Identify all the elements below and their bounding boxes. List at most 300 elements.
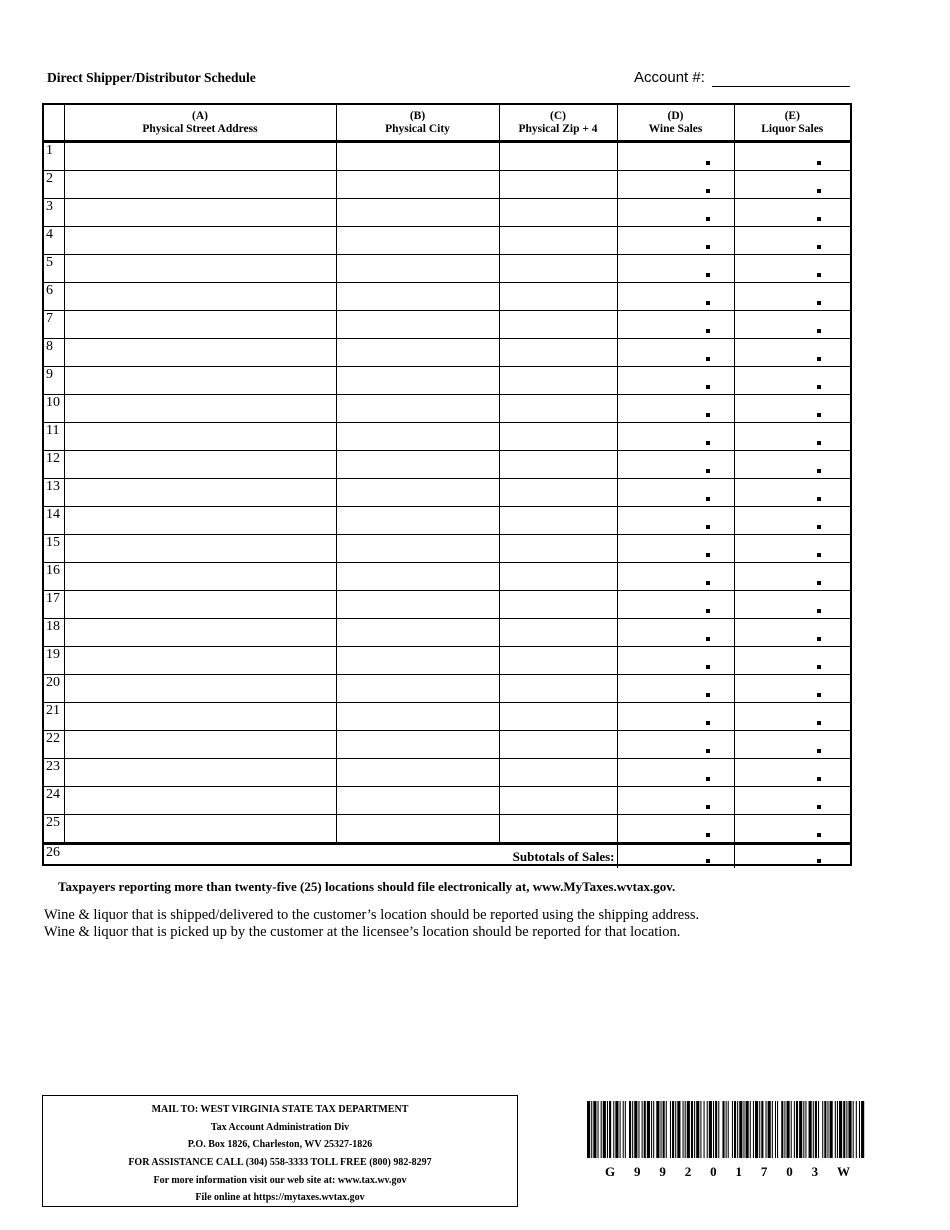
liquor-sales-cell[interactable] bbox=[734, 731, 850, 759]
table-row bbox=[44, 283, 850, 311]
row-number: 25 bbox=[44, 815, 64, 844]
table-row bbox=[44, 591, 850, 619]
decimal-point-marker bbox=[817, 833, 821, 837]
division-line: Tax Account Administration Div bbox=[210, 1121, 350, 1133]
table-row bbox=[44, 142, 850, 171]
table-row bbox=[44, 787, 850, 815]
barcode-character: 1 bbox=[735, 1164, 742, 1179]
decimal-point-marker bbox=[817, 525, 821, 529]
barcode-bar bbox=[739, 1101, 742, 1158]
barcode-bar bbox=[718, 1101, 719, 1158]
barcode-bar bbox=[613, 1101, 614, 1158]
wine-sales-cell[interactable] bbox=[617, 171, 734, 199]
decimal-point-marker bbox=[817, 301, 821, 305]
subtotal-row bbox=[44, 844, 850, 869]
wine-sales-cell[interactable] bbox=[617, 367, 734, 395]
zip-cell[interactable] bbox=[499, 759, 617, 787]
barcode-bar bbox=[603, 1101, 606, 1158]
liquor-sales-cell[interactable] bbox=[734, 367, 850, 395]
wine-sales-cell[interactable] bbox=[617, 423, 734, 451]
barcode-bar bbox=[787, 1101, 790, 1158]
barcode-bar bbox=[859, 1101, 860, 1158]
decimal-point-marker bbox=[817, 469, 821, 473]
assistance-phone-line: FOR ASSISTANCE CALL (304) 558-3333 TOLL FREE (800) 982-8297 bbox=[128, 1157, 432, 1169]
wine-sales-cell[interactable] bbox=[617, 535, 734, 563]
zip-cell[interactable] bbox=[499, 227, 617, 255]
street-address-cell[interactable] bbox=[64, 255, 336, 283]
barcode-bar bbox=[846, 1101, 847, 1158]
zip-cell[interactable] bbox=[499, 283, 617, 311]
barcode-bar bbox=[683, 1101, 684, 1158]
street-address-cell[interactable] bbox=[64, 507, 336, 535]
city-cell[interactable] bbox=[336, 423, 499, 451]
wine-sales-cell[interactable] bbox=[617, 255, 734, 283]
barcode-bar bbox=[653, 1101, 654, 1158]
decimal-point-marker bbox=[706, 245, 710, 249]
barcode-bar bbox=[799, 1101, 802, 1158]
decimal-point-marker bbox=[817, 721, 821, 725]
liquor-sales-cell[interactable] bbox=[734, 591, 850, 619]
barcode-bar bbox=[813, 1101, 814, 1158]
street-address-cell[interactable] bbox=[64, 647, 336, 675]
wine-sales-cell[interactable] bbox=[617, 283, 734, 311]
barcode-bar bbox=[609, 1101, 611, 1158]
decimal-point-marker bbox=[706, 161, 710, 165]
barcode-bar bbox=[696, 1101, 699, 1158]
street-address-cell[interactable] bbox=[64, 787, 336, 815]
barcode-bar bbox=[839, 1101, 842, 1158]
barcode-bar bbox=[775, 1101, 776, 1158]
zip-cell[interactable] bbox=[499, 507, 617, 535]
table-row bbox=[44, 507, 850, 535]
liquor-sales-cell[interactable] bbox=[734, 311, 850, 339]
liquor-sales-cell[interactable] bbox=[734, 647, 850, 675]
barcode-bar bbox=[685, 1101, 686, 1158]
decimal-point-marker bbox=[706, 273, 710, 277]
barcode-bar bbox=[732, 1101, 733, 1158]
city-cell[interactable] bbox=[336, 759, 499, 787]
decimal-point-marker bbox=[706, 497, 710, 501]
barcode-bar bbox=[694, 1101, 695, 1158]
barcode-bar bbox=[700, 1101, 701, 1158]
wine-sales-cell[interactable] bbox=[617, 451, 734, 479]
table-row bbox=[44, 199, 850, 227]
barcode-bar bbox=[670, 1101, 671, 1158]
barcode-bar bbox=[663, 1101, 665, 1158]
city-cell[interactable] bbox=[336, 675, 499, 703]
wine-sales-cell[interactable] bbox=[617, 395, 734, 423]
wine-sales-cell[interactable] bbox=[617, 675, 734, 703]
mail-to-line: MAIL TO: WEST VIRGINIA STATE TAX DEPARTMENT bbox=[151, 1104, 409, 1115]
row-number: 1 bbox=[44, 142, 64, 171]
decimal-point-marker bbox=[706, 385, 710, 389]
decimal-point-marker bbox=[817, 441, 821, 445]
barcode-bar bbox=[687, 1101, 690, 1158]
barcode-bar bbox=[728, 1101, 729, 1158]
decimal-point-marker bbox=[706, 413, 710, 417]
barcode-bar bbox=[638, 1101, 639, 1158]
barcode-bar bbox=[715, 1101, 717, 1158]
barcode-bar bbox=[707, 1101, 708, 1158]
zip-cell[interactable] bbox=[499, 142, 617, 171]
row-number: 12 bbox=[44, 451, 64, 479]
decimal-point-marker bbox=[706, 693, 710, 697]
barcode-bar bbox=[835, 1101, 836, 1158]
schedule-table bbox=[42, 103, 852, 866]
wine-sales-cell[interactable] bbox=[617, 311, 734, 339]
street-address-cell[interactable] bbox=[64, 423, 336, 451]
shipping-note: Wine & liquor that is shipped/delivered to the customer’s location should be reported using the shipping address. bbox=[44, 907, 700, 923]
barcode-bar bbox=[766, 1101, 767, 1158]
barcode-bar bbox=[755, 1101, 758, 1158]
electronic-filing-notice: Taxpayers reporting more than twenty-five (25) locations should file electronically at, www.MyTaxes.wvtax.gov. bbox=[58, 879, 676, 894]
street-address-cell[interactable] bbox=[64, 142, 336, 171]
liquor-sales-cell[interactable] bbox=[734, 787, 850, 815]
zip-cell[interactable] bbox=[499, 479, 617, 507]
wine-sales-cell[interactable] bbox=[617, 142, 734, 171]
row-number: 14 bbox=[44, 507, 64, 535]
street-address-cell[interactable] bbox=[64, 367, 336, 395]
decimal-point-marker bbox=[817, 385, 821, 389]
row-number: 18 bbox=[44, 619, 64, 647]
barcode-bar bbox=[629, 1101, 631, 1158]
barcode-bar bbox=[666, 1101, 667, 1158]
column-label: Physical Zip + 4 bbox=[518, 122, 598, 135]
street-address-cell[interactable] bbox=[64, 759, 336, 787]
street-address-cell[interactable] bbox=[64, 703, 336, 731]
zip-cell[interactable] bbox=[499, 787, 617, 815]
row-number: 6 bbox=[44, 283, 64, 311]
barcode-bar bbox=[794, 1101, 795, 1158]
decimal-point-marker bbox=[706, 301, 710, 305]
street-address-cell[interactable] bbox=[64, 451, 336, 479]
wine-sales-cell[interactable] bbox=[617, 619, 734, 647]
liquor-sales-cell[interactable] bbox=[734, 255, 850, 283]
column-header-d bbox=[617, 105, 734, 142]
liquor-sales-cell[interactable] bbox=[734, 507, 850, 535]
barcode-bar bbox=[822, 1101, 823, 1158]
liquor-sales-cell[interactable] bbox=[734, 563, 850, 591]
wine-sales-cell[interactable] bbox=[617, 647, 734, 675]
table-row bbox=[44, 227, 850, 255]
barcode-bar bbox=[843, 1101, 845, 1158]
row-number: 10 bbox=[44, 395, 64, 423]
wine-sales-cell[interactable] bbox=[617, 759, 734, 787]
decimal-point-marker bbox=[817, 413, 821, 417]
street-address-cell[interactable] bbox=[64, 171, 336, 199]
liquor-subtotal-cell[interactable] bbox=[734, 844, 850, 869]
decimal-point-marker bbox=[817, 161, 821, 165]
account-label: Account #: bbox=[634, 69, 705, 86]
decimal-point-marker bbox=[817, 859, 821, 863]
table-row bbox=[44, 339, 850, 367]
barcode-bar bbox=[856, 1101, 857, 1158]
zip-cell[interactable] bbox=[499, 815, 617, 844]
street-address-cell[interactable] bbox=[64, 479, 336, 507]
wine-sales-cell[interactable] bbox=[617, 815, 734, 844]
decimal-point-marker bbox=[706, 525, 710, 529]
city-cell[interactable] bbox=[336, 619, 499, 647]
column-header-b bbox=[336, 105, 499, 142]
street-address-cell[interactable] bbox=[64, 731, 336, 759]
barcode-bar bbox=[598, 1101, 599, 1158]
barcode-bar bbox=[750, 1101, 751, 1158]
wine-sales-cell[interactable] bbox=[617, 591, 734, 619]
row-number: 11 bbox=[44, 423, 64, 451]
barcode-bar bbox=[777, 1101, 778, 1158]
barcode-bar bbox=[722, 1101, 724, 1158]
table-row bbox=[44, 563, 850, 591]
wine-sales-cell[interactable] bbox=[617, 563, 734, 591]
city-cell[interactable] bbox=[336, 311, 499, 339]
street-address-cell[interactable] bbox=[64, 283, 336, 311]
row-number: 15 bbox=[44, 535, 64, 563]
row-number: 24 bbox=[44, 787, 64, 815]
liquor-sales-cell[interactable] bbox=[734, 171, 850, 199]
liquor-sales-cell[interactable] bbox=[734, 423, 850, 451]
decimal-point-marker bbox=[817, 665, 821, 669]
barcode-bar bbox=[704, 1101, 705, 1158]
decimal-point-marker bbox=[706, 777, 710, 781]
row-number: 26 bbox=[44, 844, 64, 869]
barcode-bar bbox=[830, 1101, 833, 1158]
barcode-bar bbox=[675, 1101, 676, 1158]
zip-cell[interactable] bbox=[499, 675, 617, 703]
barcode-bar bbox=[861, 1101, 864, 1158]
decimal-point-marker bbox=[817, 357, 821, 361]
wine-sales-cell[interactable] bbox=[617, 227, 734, 255]
row-number: 4 bbox=[44, 227, 64, 255]
barcode-bar bbox=[809, 1101, 812, 1158]
barcode-bar bbox=[805, 1101, 806, 1158]
zip-cell[interactable] bbox=[499, 731, 617, 759]
barcode-bar bbox=[743, 1101, 744, 1158]
barcode-bar bbox=[759, 1101, 760, 1158]
zip-cell[interactable] bbox=[499, 563, 617, 591]
city-cell[interactable] bbox=[336, 507, 499, 535]
table-row bbox=[44, 171, 850, 199]
column-label: Physical Street Address bbox=[142, 122, 258, 135]
wine-sales-cell[interactable] bbox=[617, 731, 734, 759]
decimal-point-marker bbox=[706, 805, 710, 809]
barcode-bar bbox=[672, 1101, 674, 1158]
column-letter: (A) bbox=[192, 109, 208, 122]
liquor-sales-cell[interactable] bbox=[734, 535, 850, 563]
barcode-bar bbox=[768, 1101, 771, 1158]
table-row bbox=[44, 451, 850, 479]
barcode-bar bbox=[818, 1101, 819, 1158]
barcode-bar bbox=[623, 1101, 624, 1158]
city-cell[interactable] bbox=[336, 395, 499, 423]
city-cell[interactable] bbox=[336, 451, 499, 479]
liquor-sales-cell[interactable] bbox=[734, 199, 850, 227]
barcode-bar bbox=[726, 1101, 727, 1158]
barcode-bar bbox=[772, 1101, 773, 1158]
barcode-character: W bbox=[837, 1164, 850, 1179]
wine-sales-cell[interactable] bbox=[617, 703, 734, 731]
column-header-a bbox=[64, 105, 336, 142]
liquor-sales-cell[interactable] bbox=[734, 339, 850, 367]
decimal-point-marker bbox=[706, 189, 710, 193]
barcode-bar bbox=[853, 1101, 854, 1158]
street-address-cell[interactable] bbox=[64, 339, 336, 367]
zip-cell[interactable] bbox=[499, 367, 617, 395]
po-box-line: P.O. Box 1826, Charleston, WV 25327-1826 bbox=[187, 1139, 373, 1151]
decimal-point-marker bbox=[706, 357, 710, 361]
barcode-bar bbox=[632, 1101, 633, 1158]
zip-cell[interactable] bbox=[499, 395, 617, 423]
row-number-header bbox=[44, 105, 64, 142]
barcode-bar bbox=[815, 1101, 817, 1158]
liquor-sales-cell[interactable] bbox=[734, 227, 850, 255]
row-number: 23 bbox=[44, 759, 64, 787]
barcode-bar bbox=[634, 1101, 637, 1158]
row-number: 3 bbox=[44, 199, 64, 227]
barcode-bar bbox=[713, 1101, 714, 1158]
decimal-point-marker bbox=[817, 805, 821, 809]
city-cell[interactable] bbox=[336, 591, 499, 619]
decimal-point-marker bbox=[706, 665, 710, 669]
decimal-point-marker bbox=[817, 245, 821, 249]
city-cell[interactable] bbox=[336, 815, 499, 844]
barcode bbox=[587, 1101, 865, 1158]
barcode-character: G bbox=[605, 1164, 616, 1179]
wine-sales-cell[interactable] bbox=[617, 507, 734, 535]
liquor-sales-cell[interactable] bbox=[734, 619, 850, 647]
zip-cell[interactable] bbox=[499, 451, 617, 479]
liquor-sales-cell[interactable] bbox=[734, 675, 850, 703]
decimal-point-marker bbox=[706, 637, 710, 641]
decimal-point-marker bbox=[817, 273, 821, 277]
street-address-cell[interactable] bbox=[64, 199, 336, 227]
decimal-point-marker bbox=[706, 581, 710, 585]
city-cell[interactable] bbox=[336, 339, 499, 367]
zip-cell[interactable] bbox=[499, 619, 617, 647]
decimal-point-marker bbox=[817, 749, 821, 753]
barcode-bar bbox=[587, 1101, 590, 1158]
column-label: Physical City bbox=[385, 122, 450, 135]
city-cell[interactable] bbox=[336, 787, 499, 815]
barcode-bar bbox=[656, 1101, 659, 1158]
decimal-point-marker bbox=[817, 217, 821, 221]
street-address-cell[interactable] bbox=[64, 619, 336, 647]
city-cell[interactable] bbox=[336, 535, 499, 563]
street-address-cell[interactable] bbox=[64, 311, 336, 339]
wine-sales-cell[interactable] bbox=[617, 479, 734, 507]
city-cell[interactable] bbox=[336, 255, 499, 283]
zip-cell[interactable] bbox=[499, 311, 617, 339]
liquor-sales-cell[interactable] bbox=[734, 283, 850, 311]
city-cell[interactable] bbox=[336, 227, 499, 255]
street-address-cell[interactable] bbox=[64, 591, 336, 619]
row-number: 7 bbox=[44, 311, 64, 339]
table-row bbox=[44, 815, 850, 844]
account-number-field[interactable] bbox=[712, 86, 850, 87]
barcode-bar bbox=[601, 1101, 602, 1158]
decimal-point-marker bbox=[706, 609, 710, 613]
liquor-sales-cell[interactable] bbox=[734, 479, 850, 507]
liquor-sales-cell[interactable] bbox=[734, 395, 850, 423]
barcode-character: 9 bbox=[634, 1164, 641, 1179]
row-number: 17 bbox=[44, 591, 64, 619]
barcode-bar bbox=[661, 1101, 662, 1158]
column-header-e bbox=[734, 105, 850, 142]
decimal-point-marker bbox=[817, 637, 821, 641]
zip-cell[interactable] bbox=[499, 647, 617, 675]
city-cell[interactable] bbox=[336, 283, 499, 311]
zip-cell[interactable] bbox=[499, 255, 617, 283]
barcode-bar bbox=[691, 1101, 693, 1158]
zip-cell[interactable] bbox=[499, 199, 617, 227]
decimal-point-marker bbox=[817, 581, 821, 585]
mailing-info-box bbox=[42, 1095, 518, 1207]
city-cell[interactable] bbox=[336, 563, 499, 591]
table-row bbox=[44, 731, 850, 759]
wine-sales-cell[interactable] bbox=[617, 199, 734, 227]
barcode-bar bbox=[677, 1101, 680, 1158]
barcode-bar bbox=[827, 1101, 828, 1158]
zip-cell[interactable] bbox=[499, 423, 617, 451]
zip-cell[interactable] bbox=[499, 591, 617, 619]
city-cell[interactable] bbox=[336, 703, 499, 731]
column-label: Wine Sales bbox=[648, 122, 703, 135]
column-letter: (D) bbox=[667, 109, 684, 122]
row-number: 16 bbox=[44, 563, 64, 591]
street-address-cell[interactable] bbox=[64, 227, 336, 255]
decimal-point-marker bbox=[706, 749, 710, 753]
barcode-bar bbox=[781, 1101, 783, 1158]
city-cell[interactable] bbox=[336, 479, 499, 507]
street-address-cell[interactable] bbox=[64, 563, 336, 591]
column-letter: (B) bbox=[409, 109, 426, 122]
zip-cell[interactable] bbox=[499, 339, 617, 367]
column-letter: (E) bbox=[784, 109, 800, 122]
zip-cell[interactable] bbox=[499, 171, 617, 199]
city-cell[interactable] bbox=[336, 171, 499, 199]
zip-cell[interactable] bbox=[499, 703, 617, 731]
zip-cell[interactable] bbox=[499, 535, 617, 563]
liquor-sales-cell[interactable] bbox=[734, 703, 850, 731]
street-address-cell[interactable] bbox=[64, 535, 336, 563]
street-address-cell[interactable] bbox=[64, 675, 336, 703]
row-number: 22 bbox=[44, 731, 64, 759]
barcode-bar bbox=[734, 1101, 736, 1158]
table-row bbox=[44, 367, 850, 395]
street-address-cell[interactable] bbox=[64, 395, 336, 423]
wine-subtotal-cell[interactable] bbox=[617, 844, 734, 869]
city-cell[interactable] bbox=[336, 142, 499, 171]
city-cell[interactable] bbox=[336, 367, 499, 395]
liquor-sales-cell[interactable] bbox=[734, 451, 850, 479]
column-letter: (C) bbox=[550, 109, 566, 122]
liquor-sales-cell[interactable] bbox=[734, 815, 850, 844]
table-row bbox=[44, 311, 850, 339]
city-cell[interactable] bbox=[336, 731, 499, 759]
wine-sales-cell[interactable] bbox=[617, 787, 734, 815]
barcode-character: 3 bbox=[811, 1164, 819, 1179]
table-row bbox=[44, 703, 850, 731]
street-address-cell[interactable] bbox=[64, 815, 336, 844]
liquor-sales-cell[interactable] bbox=[734, 759, 850, 787]
city-cell[interactable] bbox=[336, 199, 499, 227]
city-cell[interactable] bbox=[336, 647, 499, 675]
wine-sales-cell[interactable] bbox=[617, 339, 734, 367]
table-row bbox=[44, 647, 850, 675]
barcode-character: 9 bbox=[659, 1164, 666, 1179]
table-row bbox=[44, 675, 850, 703]
liquor-sales-cell[interactable] bbox=[734, 142, 850, 171]
file-online-line: File online at https://mytaxes.wvtax.gov bbox=[195, 1192, 365, 1204]
